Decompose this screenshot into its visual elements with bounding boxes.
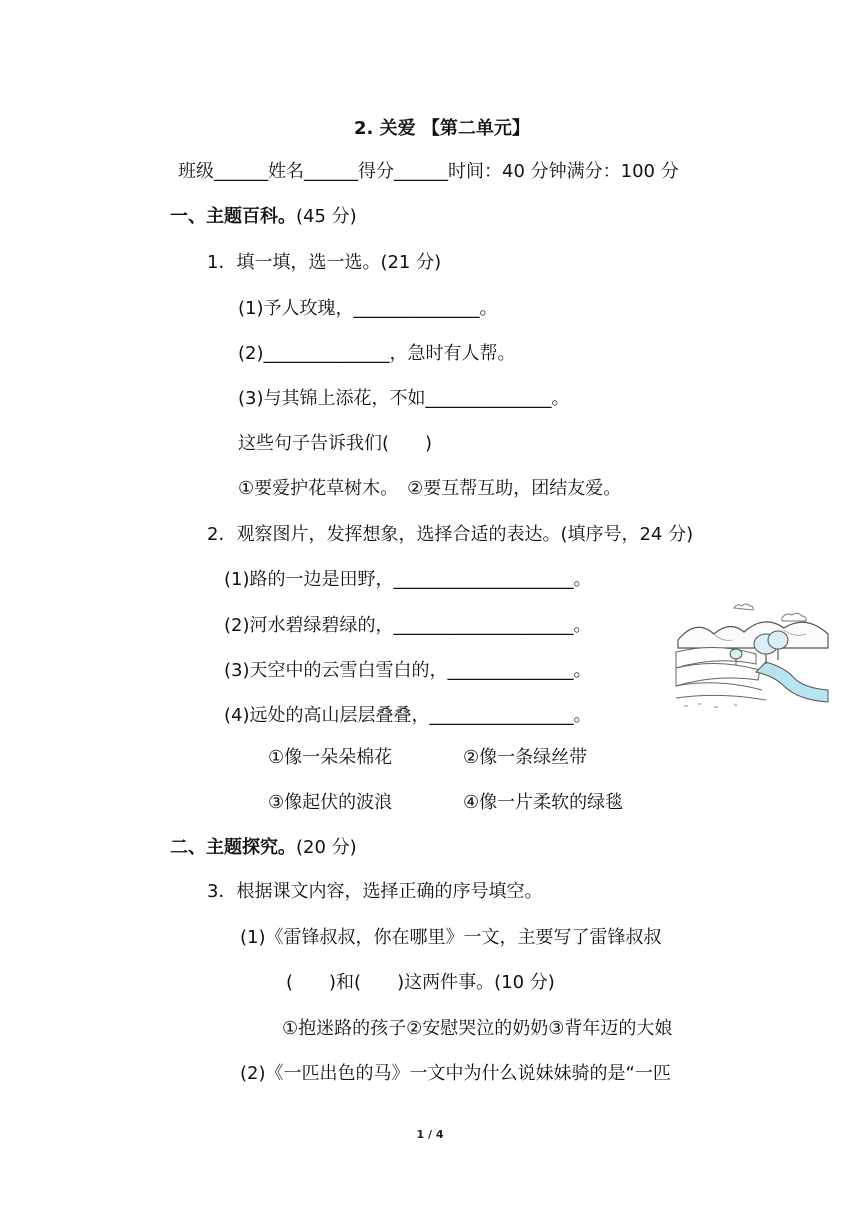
section-2-title: 二、主题探究。 [170, 837, 296, 858]
question-3-line-2: ( )和( )这两件事。(10 分) [286, 972, 555, 993]
page-title: 2. 关爱 【第二单元】 [354, 118, 530, 139]
exam-info: 班级______姓名______得分______时间：40 分钟满分：100 分 [178, 161, 679, 182]
option-3: ③像起伏的波浪 [268, 792, 393, 813]
question-2-line-2: (2)河水碧绿碧绿的，____________________。 [224, 615, 592, 636]
section-1-title: 一、主题百科。 [170, 206, 296, 227]
question-2-line-1: (1)路的一边是田野，____________________。 [224, 569, 592, 590]
question-1-line-4: 这些句子告诉我们( ) [238, 433, 433, 454]
question-2-line-4: (4)远处的高山层层叠叠，________________。 [224, 705, 592, 726]
question-3-stem: 3．根据课文内容，选择正确的序号填空。 [207, 881, 543, 902]
question-2-stem: 2．观察图片，发挥想象，选择合适的表达。(填序号，24 分) [207, 524, 694, 545]
option-4: ④像一片柔软的绿毯 [463, 792, 624, 813]
question-1-line-1: (1)予人玫瑰，______________。 [238, 298, 498, 319]
section-1-heading [170, 205, 357, 229]
landscape-illustration-icon [674, 600, 830, 712]
page-number: 1 / 4 [416, 1128, 444, 1141]
question-1-line-2: (2)______________，急时有人帮。 [238, 343, 516, 364]
question-2-line-3: (3)天空中的云雪白雪白的，______________。 [224, 660, 592, 681]
section-1-points: (45 分) [296, 206, 357, 227]
section-2-heading [170, 836, 357, 860]
option-2: ②像一条绿丝带 [463, 747, 588, 768]
question-1-choices: ①要爱护花草树木。 ②要互帮互助，团结友爱。 [238, 478, 622, 499]
section-2-points: (20 分) [296, 837, 357, 858]
question-1-line-3: (3)与其锦上添花，不如______________。 [238, 388, 570, 409]
option-1: ①像一朵朵棉花 [268, 747, 393, 768]
question-3-options: ①抱迷路的孩子②安慰哭泣的奶奶③背年迈的大娘 [282, 1018, 673, 1039]
question-3-line-4: (2)《一匹出色的马》一文中为什么说妹妹骑的是“一匹 [240, 1063, 671, 1084]
question-3-line-1: (1)《雷锋叔叔，你在哪里》一文，主要写了雷锋叔叔 [240, 927, 662, 948]
question-1-stem: 1．填一填，选一选。(21 分) [207, 252, 442, 273]
